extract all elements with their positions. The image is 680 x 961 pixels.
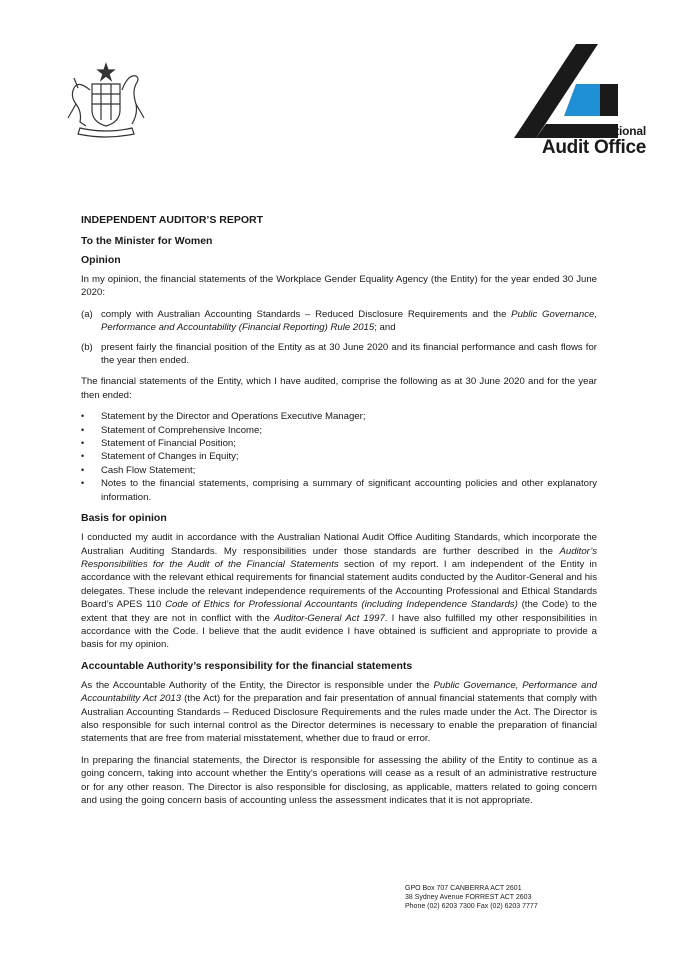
bullet: • [81, 438, 85, 449]
list-item [81, 477, 597, 504]
list-item-text: Statement by the Director and Operations Executive Manager; [101, 411, 366, 423]
italic-run: Code of Ethics for Professional Accountants (including Independence Standards) [165, 599, 518, 611]
office-address [405, 884, 605, 911]
anao-wordmark [506, 124, 646, 158]
opinion-list [81, 308, 597, 368]
statements-list [81, 410, 597, 504]
list-item [81, 437, 597, 450]
text-run: (the Code) to the extent that they are not in conflict with the [81, 599, 597, 624]
bullet: • [81, 464, 85, 475]
opinion-intro: In my opinion, the financial statements of the Workplace Gender Equality Agency (the Entity) for the year ended 30 June 2020: [81, 274, 597, 299]
text-run: comply with Australian Accounting Standards – Reduced Disclosure Requirements and the [101, 308, 512, 320]
address-line: 38 Sydney Avenue FORREST ACT 2603 [405, 894, 532, 901]
italic-run: Public Governance, Performance and Accountability Act 2013 [81, 679, 598, 705]
text-run: As the Accountable Authority of the Entity, the Director is responsible under the [81, 679, 434, 691]
basis-paragraph [81, 531, 597, 652]
bullet: • [81, 451, 85, 462]
text-run: section of my report. I am independent of the Entity in accordance with the relevant ethical requirements for financial statement audits conducted by the Auditor-General and his delegates. These include the relevant independence requirements of the Accounting Professional and Ethical Standards Board’s APES 110 [81, 558, 597, 611]
italic-run: Auditor’s Responsibilities for the Audit of the Financial Statements [81, 545, 597, 570]
authority-paragraph-2: In preparing the financial statements, the Director is responsible for assessing the ability of the Entity to continue as a going concern, taking into account whether the Entity’s operations will cease as a result of an administrative restructure or for any other reason. The Director is also responsible for disclosing, as applicable, matters related to going concern and using the going concern basis of accounting unless the assessment indicates that it is not appropriate. [81, 754, 597, 806]
italic-run: Auditor-General Act 1997 [273, 612, 385, 624]
list-item-text: Statement of Changes in Equity; [101, 451, 239, 463]
text-run: I conducted my audit in accordance with the Australian National Audit Office Auditing Standards, which incorporate the Australian Auditing Standards. My responsibilities under those standards are further described in the [81, 532, 597, 557]
addressee-heading: To the Minister for Women [81, 235, 213, 247]
bullet: • [81, 424, 85, 435]
anao-name-line1: Australian National [540, 124, 646, 138]
bullet: • [81, 411, 85, 422]
text-run: . I have also fulfilled my other responsibilities in accordance with the Code. I believe that the audit evidence I have obtained is sufficient and appropriate to provide a basis for my opinion. [81, 612, 598, 651]
authority-paragraph-1 [81, 679, 597, 746]
list-item [81, 410, 597, 423]
list-item-text: Cash Flow Statement; [101, 464, 196, 476]
opinion-heading: Opinion [81, 254, 121, 266]
list-marker: (a) [81, 308, 93, 320]
statements-intro: The financial statements of the Entity, which I have audited, comprise the following as at 30 June 2020 and for the year then ended: [81, 376, 597, 401]
list-marker: (b) [81, 341, 93, 353]
authority-heading: Accountable Authority’s responsibility for the financial statements [81, 659, 413, 672]
opinion-item-a-text [101, 308, 597, 335]
report-body [81, 214, 597, 815]
list-item [81, 450, 597, 463]
list-item [81, 464, 597, 477]
bullet: • [81, 478, 85, 489]
list-item-text: Statement of Comprehensive Income; [101, 424, 263, 436]
opinion-item-b [81, 341, 597, 368]
anao-name-line2: Audit Office [541, 137, 646, 158]
opinion-item-b-text: present fairly the financial position of the Entity as at 30 June 2020 and its financial performance and cash flows for the year then ended. [101, 341, 597, 367]
text-run: (the Act) for the preparation and fair presentation of annual financial statements that comply with Australian Accounting Standards – Reduced Disclosure Requirements and the rules made under the Act. The Director is also responsible for such internal control as the Director determines is necessary to enable the preparation of financial statements that are free from material misstatement, whether due to fraud or error. [81, 693, 597, 745]
address-line: Phone (02) 6203 7300 Fax (02) 6203 7777 [405, 903, 538, 910]
opinion-item-a [81, 308, 597, 335]
list-item-text: Statement of Financial Position; [101, 438, 236, 450]
coat-of-arms-icon [56, 60, 156, 140]
text-run: ; and [374, 322, 396, 334]
address-line: GPO Box 707 CANBERRA ACT 2601 [405, 885, 522, 892]
list-item-text: Notes to the financial statements, comprising a summary of significant accounting policies and other explanatory information. [101, 478, 597, 503]
list-item [81, 424, 597, 437]
basis-heading: Basis for opinion [81, 512, 167, 525]
report-title: INDEPENDENT AUDITOR’S REPORT [81, 214, 264, 226]
italic-run: Public Governance, Performance and Accountability (Financial Reporting) Rule 2015 [101, 308, 597, 334]
